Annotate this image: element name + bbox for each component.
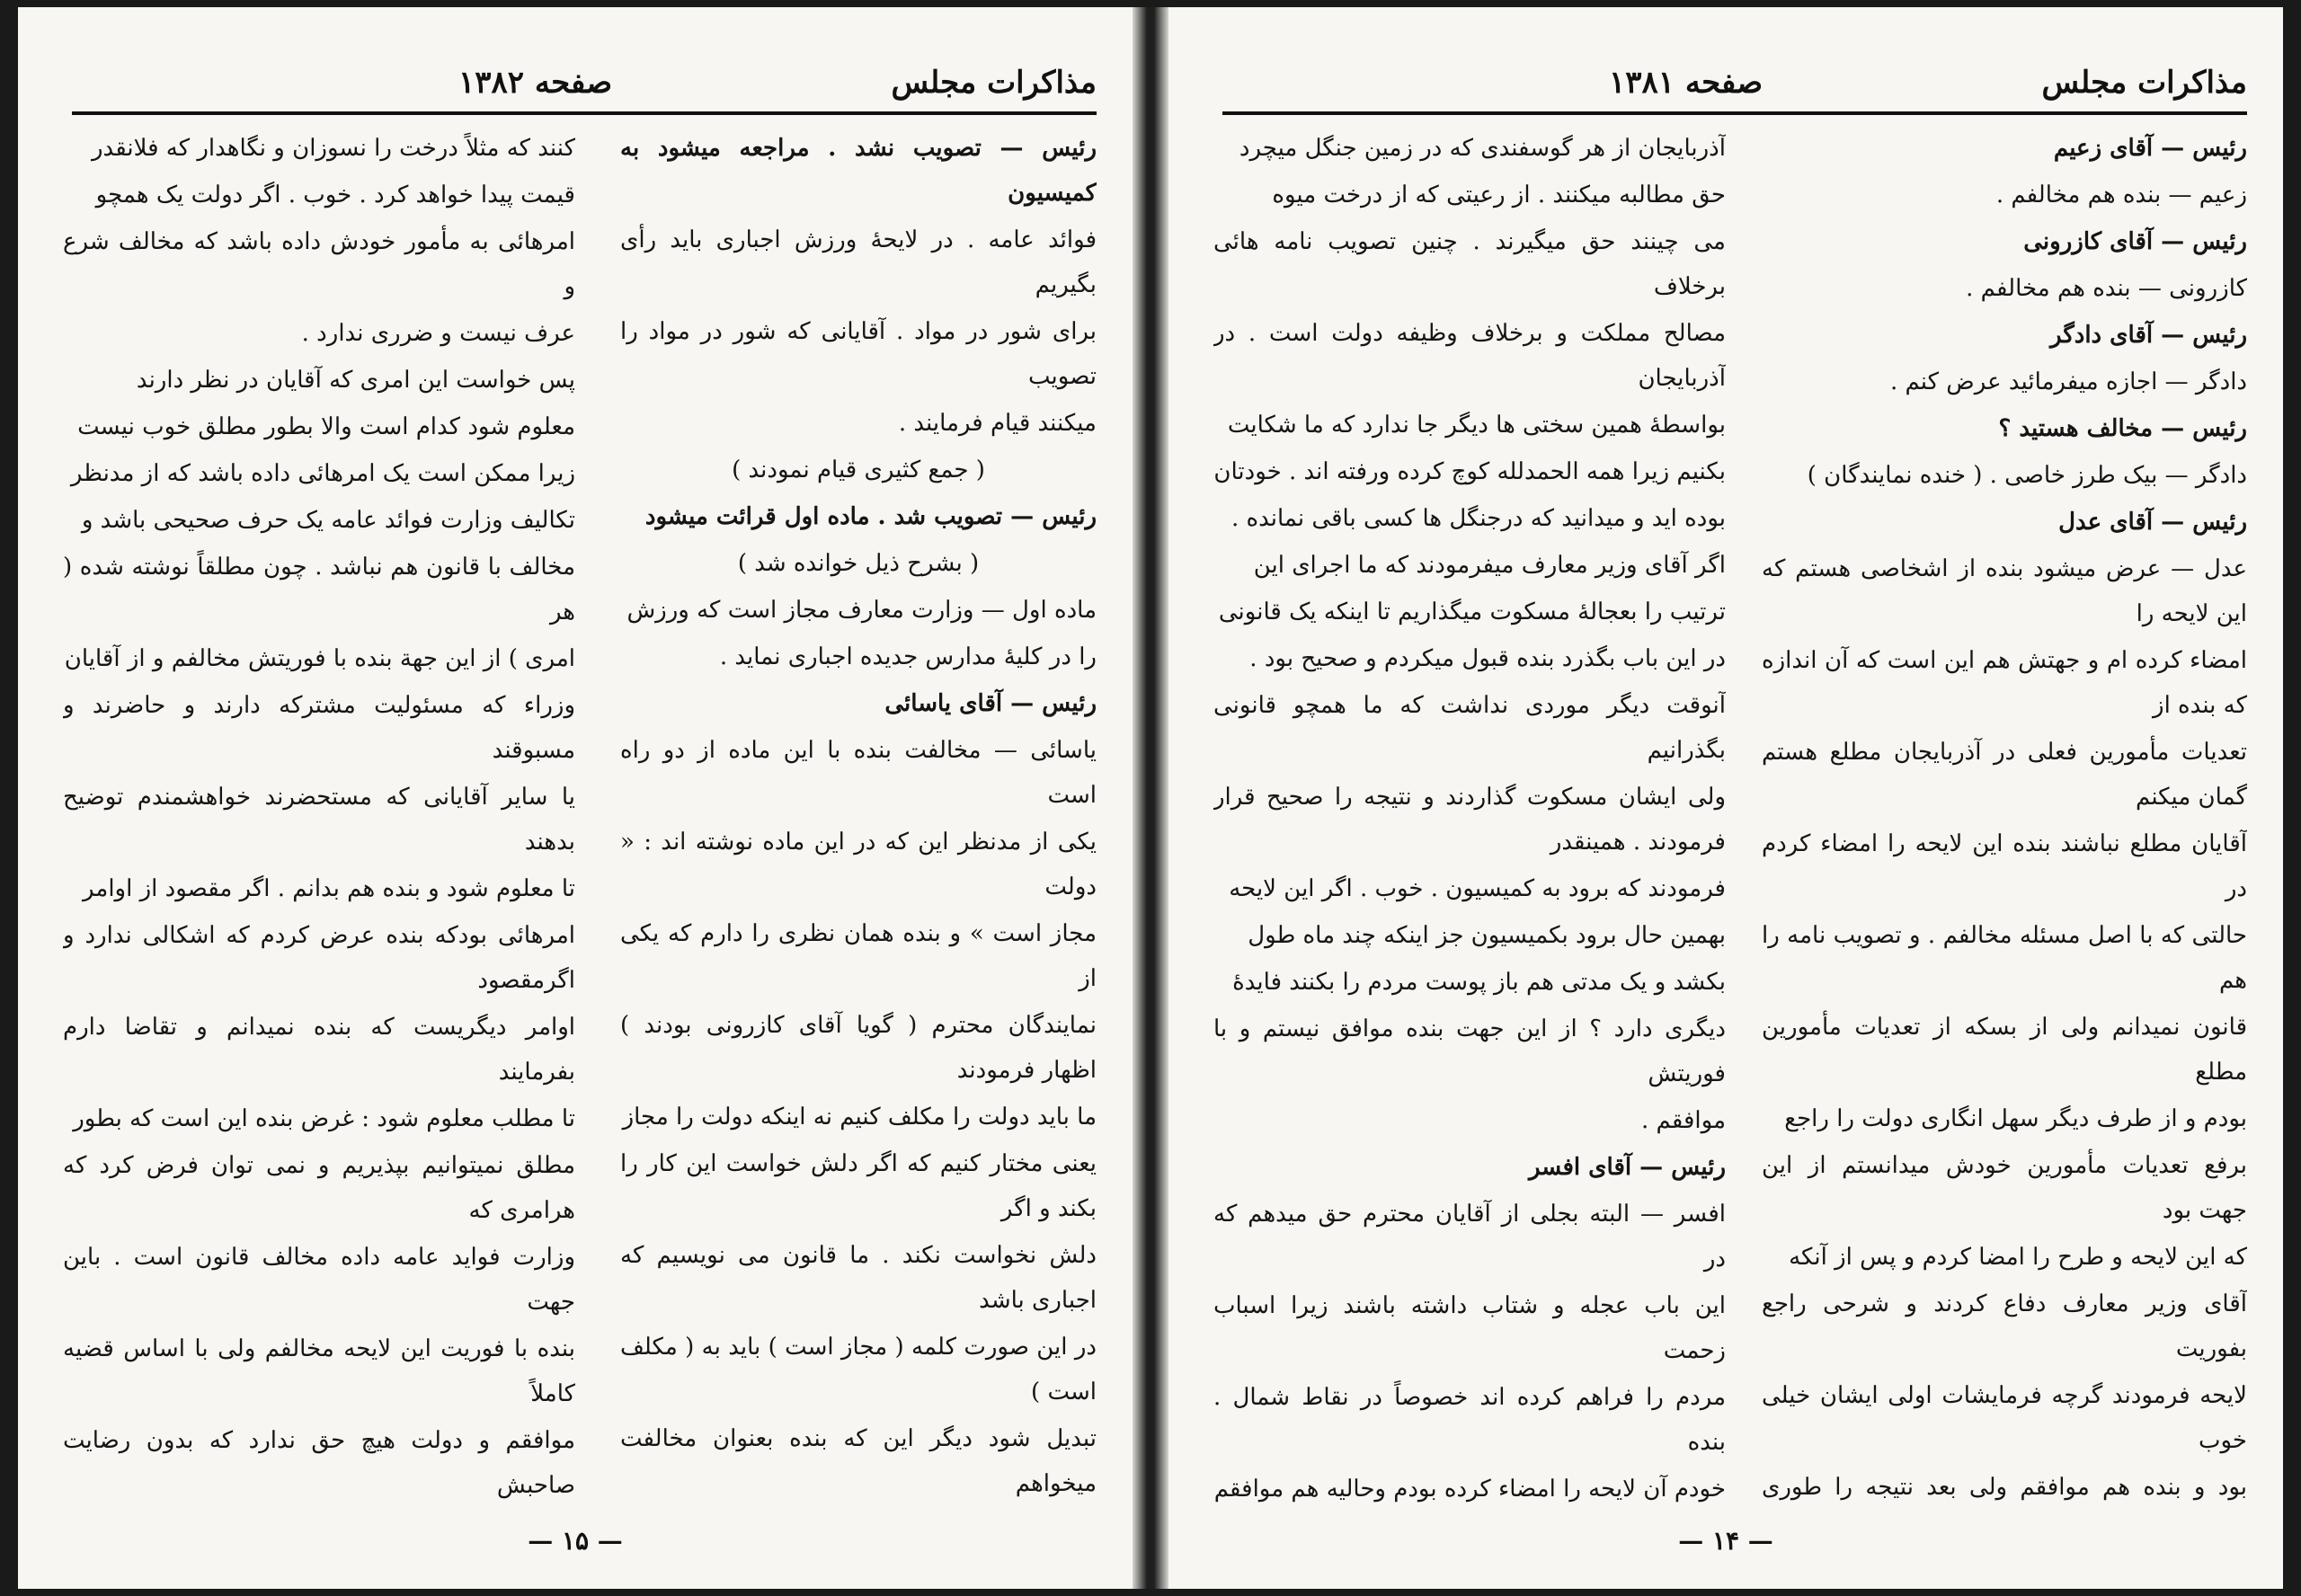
text-line: ( بشرح ذیل خوانده شد ): [737, 550, 980, 577]
text-line: مخالف با قانون هم نباشد . چون مطلقاً نوشته شده ( هر: [63, 554, 575, 625]
text-line: تکالیف وزارت فوائد عامه یک حرف صحیحی باشد و: [81, 507, 575, 534]
text-line: نمایندگان محترم ( گویا آقای کازرونی بودند ) اظهار فرمودند: [620, 1012, 1097, 1084]
book-gutter: [1133, 7, 1168, 1589]
text-line: دادگر — بیک طرز خاصی . ( خنده نمایندگان ): [1807, 462, 2247, 489]
text-line: مردم را فراهم کرده اند خصوصاً در نقاط شمال . بنده: [1213, 1384, 1726, 1456]
text-line: وزارت فواید عامه داده مخالف قانون است . باین جهت: [63, 1244, 575, 1316]
text-line: افسر — البته بجلی از آقایان محترم حق میدهم که در: [1213, 1201, 1726, 1272]
text-line: امرهائی به مأمور خودش داده باشد که مخالف شرع و: [63, 228, 575, 300]
text-line: دادگر — اجازه میفرمائید عرض کنم .: [1889, 368, 2247, 395]
text-line: رئیس — آقای یاسائی: [884, 690, 1097, 717]
text-line: در این صورت کلمه ( مجاز است ) باید به ( مکلف است ): [620, 1334, 1097, 1405]
text-line: بکنیم زیرا همه الحمدلله کوچ کرده ورفته اند . خودتان: [1213, 458, 1726, 485]
text-line: بواسطهٔ همین سختی ها دیگر جا ندارد که ما شکایت: [1227, 412, 1726, 439]
text-line: قانون نمیدانم ولی از بسکه از تعدیات مأمورین مطلع: [1762, 1014, 2247, 1086]
text-line: را در کلیهٔ مدارس جدیده اجباری نماید .: [719, 643, 1097, 670]
text-line: یکی از مدنظر این که در این ماده نوشته اند : « دولت: [620, 829, 1097, 900]
text-line: رئیس — آقای کازرونی: [2023, 228, 2247, 255]
text-line: رئیس — آقای زعیم: [2053, 135, 2247, 162]
book-spread: [18, 7, 2283, 1589]
text-line: بودم و از طرف دیگر سهل انگاری دولت را راجع: [1784, 1105, 2247, 1132]
left-header-title: مذاکرات مجلس: [891, 65, 1097, 101]
text-line: این باب عجله و شتاب داشته باشند زیرا اسباب زحمت: [1213, 1292, 1726, 1364]
text-line: زیرا ممکن است یک امرهائی داده باشد که از مدنظر: [70, 460, 575, 487]
text-line: می چینند حق میگیرند . چنین تصویب نامه هائی برخلاف: [1213, 228, 1726, 300]
right-page-label: صفحه ۱۳۸۱: [1609, 65, 1764, 101]
text-line: آقایان مطلع نباشند بنده این لایحه را امضاء کردم در: [1762, 830, 2247, 902]
right-page: [1168, 7, 2283, 1589]
text-line: یعنی مختار کنیم که اگر دلش خواست این کار را بکند و اگر: [620, 1150, 1097, 1222]
text-line: بود و بنده هم موافقم ولی بعد نتیجه را طوری: [1762, 1474, 2247, 1501]
text-line: زعیم — بنده هم مخالفم .: [1995, 182, 2247, 208]
text-line: امضاء کرده ام و جهتش هم این است که آن اندازه که بنده از: [1762, 647, 2247, 719]
text-line: پس خواست این امری که آقایان در نظر دارند: [136, 367, 575, 394]
text-line: حق مطالبه میکنند . از رعیتی که از درخت میوه: [1272, 182, 1726, 208]
text-line: دلش نخواست نکند . ما قانون می نویسیم که اجباری باشد: [620, 1242, 1097, 1314]
text-line: ترتیب را بعجالهٔ مسکوت میگذاریم تا اینکه یک قانونی: [1218, 598, 1726, 625]
text-line: بکشد و یک مدتی هم باز پوست مردم را بکنند فایدهٔ: [1232, 969, 1726, 996]
text-line: فوائد عامه . در لایحهٔ ورزش اجباری باید رأی بگیریم: [620, 226, 1097, 298]
text-line: ولی ایشان مسکوت گذاردند و نتیجه را صحیح قرار فرمودند . همینقدر: [1213, 784, 1726, 856]
text-line: معلوم شود کدام است والا بطور مطلق خوب نیست: [77, 413, 575, 440]
text-line: برفع تعدیات مأمورین خودش میدانستم از این جهت بود: [1762, 1152, 2247, 1224]
text-line: [620, 1508, 1097, 1510]
text-line: بنده با فوریت این لایحه مخالفم ولی با اساس قضیه کاملاً: [63, 1335, 575, 1407]
text-line: امری ) از این جهة بنده با فوریتش مخالفم و از آقایان: [64, 645, 575, 672]
text-line: عرف نیست و ضرری ندارد .: [301, 320, 575, 347]
right-page-header: [1222, 61, 2247, 115]
text-line: آنوقت دیگر موردی نداشت که ما همچو قانونی بگذرانیم: [1213, 692, 1726, 764]
text-line: خودم آن لایحه را امضاء کرده بودم وحالیه هم موافقم: [1213, 1476, 1726, 1503]
text-line: اوامر دیگریست که بنده نمیدانم و تقاضا دارم بفرمایند: [63, 1014, 575, 1086]
text-line: کازرونی — بنده هم مخالفم .: [1966, 275, 2247, 302]
text-line: بهمین حال برود بکمیسیون جز اینکه چند ماه طول: [1248, 922, 1726, 949]
text-line: امرهائی بودکه بنده عرض کردم که اشکالی ندارد و اگرمقصود: [63, 922, 575, 994]
left-page-column-left: [63, 126, 575, 1510]
text-line: رئیس — آقای عدل: [2058, 509, 2247, 536]
right-page-number: — ۱۴ —: [1678, 1526, 1773, 1556]
text-line: مجاز است » و بنده همان نظری را دارم که یکی از: [620, 920, 1097, 992]
text-line: ما باید دولت را مکلف کنیم نه اینکه دولت را مجاز: [622, 1104, 1097, 1130]
text-line: رئیس — آقای دادگر: [2050, 322, 2247, 349]
text-line: آذربایجان از هر گوسفندی که در زمین جنگل میچرد: [1239, 135, 1726, 162]
text-line: رئیس — آقای افسر: [1528, 1154, 1726, 1181]
text-line: تا معلوم شود و بنده هم بدانم . اگر مقصود از اوامر: [83, 875, 575, 902]
text-line: ( جمع کثیری قیام نمودند ): [732, 457, 985, 483]
text-line: مصالح مملکت و برخلاف وظیفه دولت است . در آذربایجان: [1213, 320, 1726, 392]
text-line: رئیس — تصویب شد . ماده اول قرائت میشود: [644, 503, 1097, 530]
text-line: در این باب بگذرد بنده قبول میکردم و صحیح بود .: [1249, 645, 1726, 672]
right-header-title: مذاکرات مجلس: [2041, 65, 2247, 101]
left-page-column-right: [620, 126, 1097, 1510]
text-line: ماده اول — وزارت معارف مجاز است که ورزش: [626, 597, 1097, 624]
right-page-column-right: [1762, 126, 2247, 1510]
text-line: یاسائی — مخالفت بنده با این ماده از دو راه است: [620, 737, 1097, 809]
text-line: قیمت پیدا خواهد کرد . خوب . اگر دولت یک همچو: [95, 182, 575, 208]
text-line: عدل — عرض میشود بنده از اشخاصی هستم که این لایحه را: [1762, 555, 2247, 627]
text-line: موافقم .: [1641, 1107, 1726, 1134]
left-page: [18, 7, 1133, 1589]
text-line: دیگری دارد ؟ از این جهت بنده موافق نیستم و با فوریتش: [1213, 1015, 1726, 1087]
text-line: آقای وزیر معارف دفاع کردند و شرحی راجع بفوریت: [1762, 1290, 2247, 1362]
text-line: یا سایر آقایانی که مستحضرند خواهشمندم توضیح بدهند: [63, 784, 575, 856]
text-line: رئیس — مخالف هستید ؟: [1998, 415, 2247, 442]
text-line: رئیس — تصویب نشد . مراجعه میشود به کمیسیون: [620, 135, 1097, 207]
text-line: تبدیل شود دیگر این که بنده بعنوان مخالفت میخواهم: [620, 1425, 1097, 1497]
text-line: حالتی که با اصل مسئله مخالفم . و تصویب نامه را هم: [1762, 922, 2247, 994]
text-line: موافقم و دولت هیچ حق ندارد که بدون رضایت صاحبش: [63, 1427, 575, 1499]
text-line: مطلق نمیتوانیم بپذیریم و نمی توان فرض کرد که هرامری که: [63, 1152, 575, 1224]
text-line: فرمودند که برود به کمیسیون . خوب . اگر این لایحه: [1229, 875, 1726, 902]
text-line: کنند که مثلاً درخت را نسوزان و نگاهدار که فلانقدر: [91, 135, 575, 162]
text-line: میکنند قیام فرمایند .: [898, 410, 1097, 437]
text-line: که این لایحه و طرح را امضا کردم و پس از آنکه: [1789, 1244, 2247, 1271]
text-line: تا مطلب معلوم شود : غرض بنده این است که بطور: [73, 1105, 575, 1132]
text-line: برای شور در مواد . آقایانی که شور در مواد را تصویب: [620, 318, 1097, 390]
text-line: وزراء که مسئولیت مشترکه دارند و حاضرند و مسبوقند: [63, 692, 575, 764]
right-page-column-left: [1213, 126, 1726, 1510]
text-line: بوده اید و میدانید که درجنگل ها کسی باقی نمانده .: [1230, 505, 1726, 532]
left-page-label: صفحه ۱۳۸۲: [458, 65, 613, 101]
left-page-header: [72, 61, 1097, 115]
text-line: تعدیات مأمورین فعلی در آذربایجان مطلع هستم گمان میکنم: [1762, 739, 2247, 811]
left-page-number: — ۱۵ —: [528, 1526, 623, 1556]
text-line: لایحه فرمودند گرچه فرمایشات اولی ایشان خیلی خوب: [1762, 1382, 2247, 1454]
text-line: اگر آقای وزیر معارف میفرمودند که ما اجرای این: [1253, 552, 1726, 579]
